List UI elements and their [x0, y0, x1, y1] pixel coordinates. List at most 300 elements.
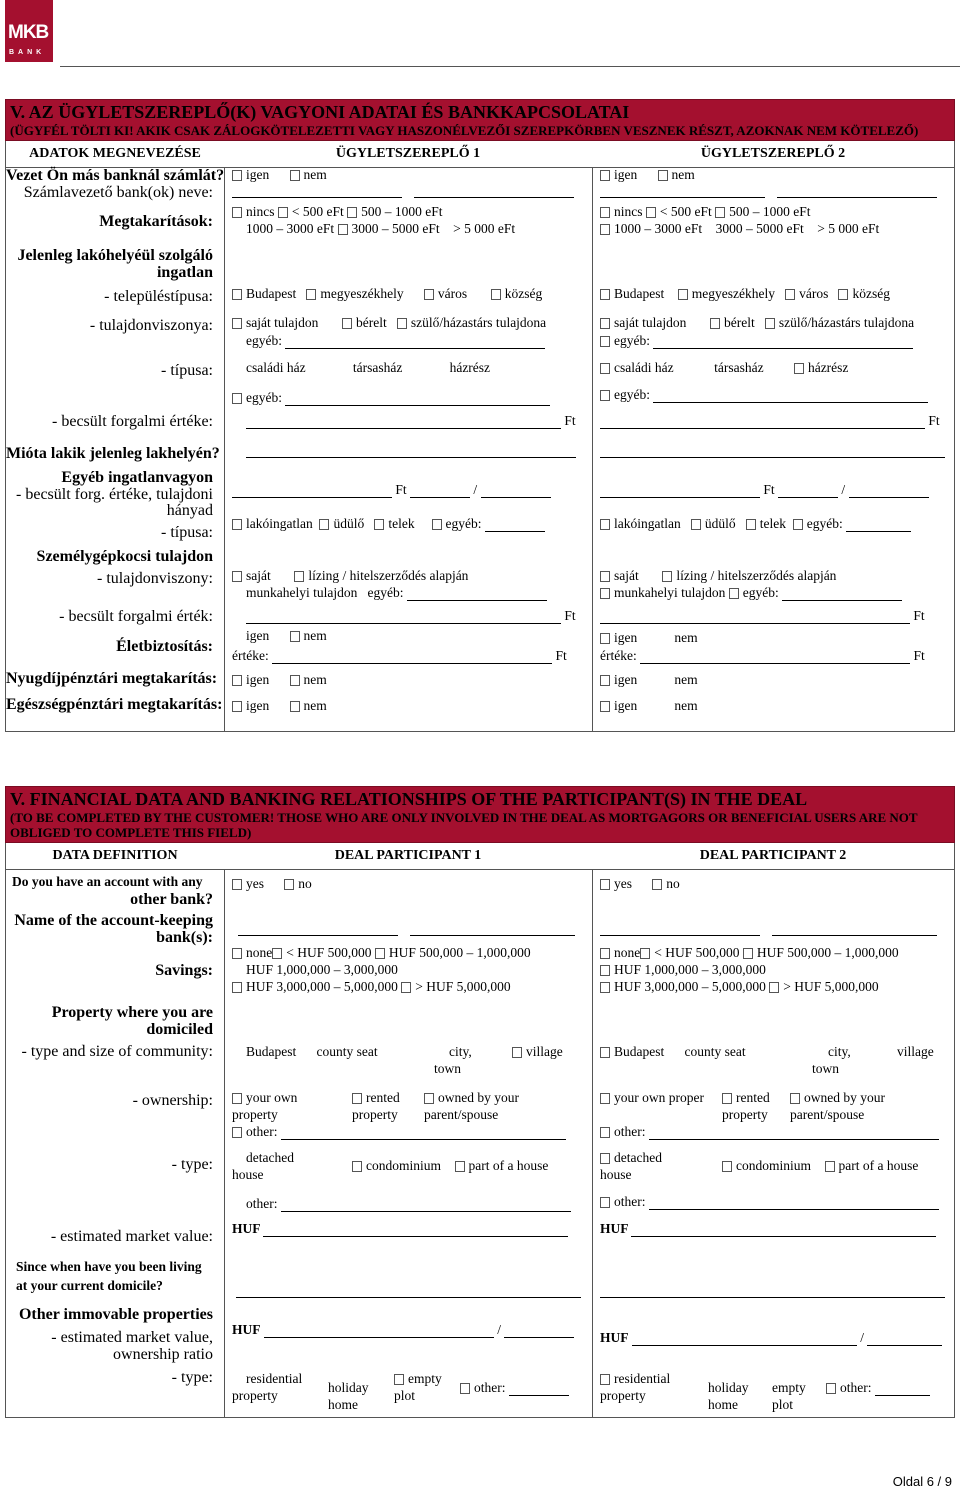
- form-field: [232, 1388, 278, 1404]
- checkbox[interactable]: [232, 982, 242, 993]
- form-field: [246, 333, 545, 349]
- checkbox[interactable]: [306, 289, 316, 300]
- col-header-p1: DEAL PARTICIPANT 1: [334, 848, 482, 863]
- form-field: [600, 1167, 632, 1183]
- label-settlement: - településtípusa:: [104, 288, 213, 305]
- option-label: town: [434, 1061, 461, 1076]
- checkbox[interactable]: [600, 633, 610, 644]
- label-community: - type and size of community:: [21, 1043, 213, 1060]
- option-label: part of a house: [838, 1158, 919, 1173]
- checkbox[interactable]: [374, 519, 384, 530]
- checkbox[interactable]: [600, 318, 610, 329]
- checkbox[interactable]: [232, 675, 242, 686]
- option-label: község: [852, 286, 890, 301]
- option-label: Budapest: [614, 1044, 665, 1059]
- form-field: [828, 1044, 851, 1060]
- option-label: bérelt: [355, 315, 387, 330]
- option-label: property: [352, 1107, 398, 1122]
- form-field: [352, 1158, 548, 1174]
- option-label: egyéb:: [246, 390, 282, 405]
- option-label: detached: [614, 1150, 662, 1165]
- input-line[interactable]: [649, 1197, 939, 1210]
- form-field: [232, 979, 511, 995]
- checkbox[interactable]: [826, 1383, 836, 1394]
- form-field: [232, 390, 550, 406]
- checkbox[interactable]: [640, 948, 650, 959]
- input-line[interactable]: [631, 1224, 936, 1237]
- checkbox[interactable]: [512, 1047, 522, 1058]
- option-label: Ft: [763, 482, 775, 497]
- form-grid-hu: [5, 168, 955, 732]
- input-line[interactable]: [632, 1333, 857, 1346]
- checkbox[interactable]: [342, 318, 352, 329]
- label-ownership: - tulajdonviszonya:: [89, 317, 213, 334]
- checkbox[interactable]: [294, 571, 304, 582]
- option-label: üdülő: [333, 516, 365, 531]
- form-field: [232, 315, 546, 331]
- checkbox[interactable]: [600, 588, 610, 599]
- label-other-bank: Vezet Ön más banknál számlát?: [6, 167, 225, 184]
- checkbox[interactable]: [600, 519, 610, 530]
- input-line[interactable]: [600, 485, 760, 498]
- column-divider: [224, 168, 225, 731]
- input-line[interactable]: [285, 336, 545, 349]
- form-field: [600, 1330, 942, 1346]
- checkbox[interactable]: [600, 879, 610, 890]
- section-hu: [5, 99, 955, 732]
- checkbox[interactable]: [769, 982, 779, 993]
- form-field: [434, 1061, 461, 1077]
- form-field: [232, 876, 312, 892]
- checkbox[interactable]: [284, 879, 294, 890]
- option-label: egyéb:: [742, 585, 779, 600]
- option-label: nem: [303, 698, 327, 713]
- form-field: [246, 360, 490, 376]
- checkbox[interactable]: [600, 1127, 610, 1138]
- option-label: empty: [772, 1380, 806, 1395]
- option-label: 3000 – 5000 eFt: [715, 221, 804, 236]
- form-field: [708, 1380, 749, 1396]
- option-label: igen: [614, 672, 638, 687]
- checkbox[interactable]: [290, 631, 300, 642]
- option-label: község: [504, 286, 543, 301]
- input-line[interactable]: [772, 923, 937, 936]
- option-label: property: [232, 1107, 278, 1122]
- option-label: HUF 500,000 – 1,000,000: [756, 945, 899, 960]
- checkbox[interactable]: [232, 289, 242, 300]
- label-type: - type:: [171, 1156, 213, 1173]
- label-car-own: - tulajdonviszony:: [97, 570, 213, 587]
- input-line[interactable]: [272, 651, 552, 664]
- option-label: egyéb:: [367, 585, 404, 600]
- form-field: [246, 221, 515, 237]
- checkbox[interactable]: [600, 224, 610, 235]
- checkbox[interactable]: [352, 1161, 362, 1172]
- option-label: nincs: [246, 204, 275, 219]
- input-line[interactable]: [410, 485, 470, 498]
- input-line[interactable]: [481, 485, 551, 498]
- input-line[interactable]: [640, 651, 910, 664]
- option-label: > 5 000 eFt: [817, 221, 880, 236]
- checkbox[interactable]: [691, 519, 701, 530]
- form-field: [600, 585, 902, 601]
- form-field: [460, 1380, 569, 1396]
- checkbox[interactable]: [600, 289, 610, 300]
- input-line[interactable]: [649, 1127, 939, 1140]
- section-hu-header: [5, 99, 955, 141]
- option-label: lakóingatlan: [614, 516, 681, 531]
- label-savings: Megtakarítások:: [99, 213, 213, 230]
- checkbox[interactable]: [600, 1047, 610, 1058]
- checkbox[interactable]: [401, 982, 411, 993]
- checkbox[interactable]: [825, 1161, 835, 1172]
- checkbox[interactable]: [662, 571, 672, 582]
- checkbox[interactable]: [352, 1093, 362, 1104]
- option-label: nincs: [614, 204, 643, 219]
- checkbox[interactable]: [397, 318, 407, 329]
- input-line[interactable]: [600, 923, 760, 936]
- checkbox[interactable]: [743, 948, 753, 959]
- form-field: [246, 1196, 571, 1212]
- option-label: saját: [246, 568, 271, 583]
- form-field: [790, 1107, 864, 1123]
- form-field: [394, 1388, 415, 1404]
- form-field: [600, 918, 937, 936]
- checkbox[interactable]: [600, 571, 610, 582]
- label-car: Személygépkocsi tulajdon: [36, 548, 213, 565]
- option-label: 500 – 1000 eFt: [729, 204, 811, 219]
- checkbox[interactable]: [710, 318, 720, 329]
- checkbox[interactable]: [232, 393, 242, 404]
- form-field: [352, 1107, 398, 1123]
- input-line[interactable]: [281, 1199, 571, 1212]
- checkbox[interactable]: [600, 1374, 610, 1385]
- form-field: [600, 979, 879, 995]
- form-field: [600, 387, 928, 403]
- option-label: munkahelyi tulajdon: [246, 585, 358, 600]
- option-label: house: [600, 1167, 632, 1182]
- section-hu-subtitle: (ÜGYFÉL TÖLTI KI! AKIK CSAK ZÁLOGKÖTELEZETTI VAGY HASZONÉLVEZŐI SZEREPKÖRBEN VESZNEK RÉSZT, AZOKNAK NEM KÖTELEZŐ): [10, 123, 919, 138]
- column-headers-en: [5, 843, 955, 870]
- checkbox[interactable]: [746, 519, 756, 530]
- checkbox[interactable]: [347, 207, 357, 218]
- option-label: > 5 000 eFt: [453, 221, 516, 236]
- option-label: szülő/házastárs tulajdona: [410, 315, 547, 330]
- label-since-2: at your current domicile?: [16, 1278, 163, 1293]
- label-value: - becsült forgalmi értéke:: [52, 413, 213, 430]
- input-line[interactable]: [509, 1383, 569, 1396]
- label-other-prop: Other immovable properties: [18, 1306, 213, 1323]
- checkbox[interactable]: [600, 675, 610, 686]
- option-label: owned by your: [804, 1090, 885, 1105]
- checkbox[interactable]: [600, 965, 610, 976]
- form-field: [246, 585, 547, 601]
- input-line[interactable]: [238, 923, 398, 936]
- form-field: [238, 918, 575, 936]
- option-label: telek: [388, 516, 415, 531]
- checkbox[interactable]: [646, 207, 656, 218]
- checkbox[interactable]: [600, 390, 610, 401]
- option-label: other:: [614, 1124, 646, 1139]
- label-account: Do you have an account with any: [12, 874, 203, 889]
- option-label: 3000 – 5000 eFt: [351, 221, 440, 236]
- form-field: [600, 180, 937, 198]
- form-field: [600, 221, 879, 237]
- checkbox[interactable]: [600, 1197, 610, 1208]
- option-label: házrész: [449, 360, 491, 375]
- input-line[interactable]: [414, 185, 574, 198]
- input-line[interactable]: [246, 611, 561, 624]
- label-property: Property where you are: [51, 1004, 213, 1021]
- form-field: [600, 482, 929, 498]
- input-line[interactable]: [485, 519, 545, 532]
- logo-text: MKB: [8, 22, 49, 43]
- option-label: Ft: [928, 413, 940, 428]
- input-line[interactable]: [867, 1333, 942, 1346]
- checkbox[interactable]: [729, 588, 739, 599]
- input-line[interactable]: [246, 416, 561, 429]
- option-label: HUF: [600, 1221, 628, 1236]
- option-label: társasház: [352, 360, 403, 375]
- option-label: Ft: [555, 648, 567, 663]
- input-line[interactable]: [849, 485, 929, 498]
- checkbox[interactable]: [600, 336, 610, 347]
- checkbox[interactable]: [424, 1093, 434, 1104]
- option-label: none: [246, 945, 273, 960]
- option-label: house: [232, 1167, 264, 1182]
- label-savings: Savings:: [155, 962, 213, 979]
- option-label: munkahelyi tulajdon: [614, 585, 726, 600]
- input-line[interactable]: [777, 185, 937, 198]
- option-label: property: [722, 1107, 768, 1122]
- input-line[interactable]: [600, 416, 925, 429]
- input-line[interactable]: [600, 611, 910, 624]
- col-header-data: DATA DEFINITION: [52, 848, 178, 863]
- option-label: city,: [449, 1044, 472, 1059]
- checkbox[interactable]: [424, 289, 434, 300]
- option-label: detached: [246, 1150, 294, 1165]
- form-field: [232, 1090, 297, 1106]
- input-line[interactable]: [875, 1383, 930, 1396]
- option-label: igen: [614, 698, 638, 713]
- form-field: [246, 1150, 294, 1166]
- option-label: 1000 – 3000 eFt: [246, 221, 335, 236]
- option-label: HUF 1,000,000 – 3,000,000: [246, 962, 398, 977]
- option-label: telek: [759, 516, 786, 531]
- option-label: condominium: [366, 1158, 441, 1173]
- form-field: [600, 1388, 646, 1404]
- checkbox[interactable]: [715, 207, 725, 218]
- form-field: [232, 516, 545, 532]
- form-field: [600, 1124, 939, 1140]
- form-field: [772, 1380, 806, 1396]
- form-field: [232, 482, 551, 498]
- option-label: holiday: [328, 1380, 369, 1395]
- label-since: Since when have you been living: [16, 1259, 202, 1274]
- option-label: no: [298, 876, 312, 891]
- checkbox[interactable]: [455, 1161, 465, 1172]
- checkbox[interactable]: [600, 207, 610, 218]
- checkbox[interactable]: [290, 675, 300, 686]
- checkbox[interactable]: [432, 519, 442, 530]
- input-line[interactable]: [232, 485, 392, 498]
- checkbox[interactable]: [838, 289, 848, 300]
- label-other-value: - becsült forg. értéke, tulajdoni: [16, 486, 213, 503]
- section-en-subtitle: (TO BE COMPLETED BY THE CUSTOMER! THOSE WHO ARE ONLY INVOLVED IN THE DEAL AS MORTGAGORS OR BENEFICIAL USERS ARE NOT OBLIGED TO COMPLETE THIS FIELD): [10, 810, 918, 840]
- checkbox[interactable]: [600, 1153, 610, 1164]
- option-label: owned by your: [438, 1090, 519, 1105]
- input-line[interactable]: [504, 1325, 574, 1338]
- label-value: - estimated market value:: [50, 1228, 213, 1245]
- checkbox[interactable]: [394, 1374, 404, 1385]
- checkbox[interactable]: [722, 1161, 732, 1172]
- input-line[interactable]: [407, 588, 547, 601]
- form-field: [600, 1280, 945, 1298]
- input-line[interactable]: [264, 1325, 494, 1338]
- label-other-value: - estimated market value,: [51, 1329, 213, 1346]
- form-field: [826, 1380, 930, 1396]
- checkbox[interactable]: [272, 948, 282, 959]
- form-field: [600, 440, 945, 458]
- checkbox[interactable]: [232, 318, 242, 329]
- option-label: szülő/házastárs tulajdona: [778, 315, 915, 330]
- option-label: bérelt: [723, 315, 755, 330]
- option-label: home: [328, 1397, 358, 1412]
- option-label: < 500 eFt: [291, 204, 344, 219]
- option-label: értéke:: [232, 648, 269, 663]
- option-label: Ft: [564, 413, 576, 428]
- input-line[interactable]: [232, 185, 402, 198]
- option-label: üdülő: [704, 516, 736, 531]
- checkbox[interactable]: [232, 519, 242, 530]
- column-headers-hu: [5, 141, 955, 168]
- checkbox[interactable]: [232, 207, 242, 218]
- input-line[interactable]: [653, 336, 913, 349]
- input-line[interactable]: [246, 445, 576, 458]
- form-field: [600, 1090, 704, 1106]
- form-field: [232, 286, 542, 302]
- option-label: home: [708, 1397, 738, 1412]
- form-field: [600, 1371, 670, 1387]
- form-field: [600, 286, 890, 302]
- option-label: családi ház: [614, 360, 674, 375]
- input-line[interactable]: [846, 519, 911, 532]
- form-field: [897, 1044, 934, 1060]
- input-line[interactable]: [653, 390, 928, 403]
- checkbox[interactable]: [232, 1127, 242, 1138]
- checkbox[interactable]: [232, 879, 242, 890]
- checkbox[interactable]: [600, 982, 610, 993]
- checkbox[interactable]: [722, 1093, 732, 1104]
- checkbox[interactable]: [790, 1093, 800, 1104]
- input-line[interactable]: [782, 588, 902, 601]
- form-field: [394, 1371, 442, 1387]
- checkbox[interactable]: [785, 289, 795, 300]
- section-en-header: [5, 786, 955, 843]
- checkbox[interactable]: [600, 948, 610, 959]
- option-label: megyeszékhely: [320, 286, 404, 301]
- form-field: [600, 945, 899, 961]
- option-label: parent/spouse: [790, 1107, 865, 1122]
- option-label: /: [841, 482, 846, 497]
- option-label: igen: [246, 672, 270, 687]
- option-label: rented: [366, 1090, 400, 1105]
- label-property-2: domiciled: [146, 1021, 213, 1038]
- input-line[interactable]: [285, 393, 550, 406]
- checkbox[interactable]: [600, 363, 610, 374]
- form-field: [232, 698, 327, 714]
- form-field: [449, 1044, 472, 1060]
- checkbox[interactable]: [793, 519, 803, 530]
- option-label: megyeszékhely: [691, 286, 775, 301]
- section-en: [5, 786, 955, 1418]
- form-field: [246, 628, 327, 644]
- label-pension: Nyugdíjpénztári megtakarítás:: [6, 670, 218, 687]
- option-label: holiday: [708, 1380, 749, 1395]
- form-field: [232, 1107, 278, 1123]
- label-since: Mióta lakik jelenleg lakhelyén?: [6, 445, 220, 462]
- section-en-title: V. FINANCIAL DATA AND BANKING RELATIONSHIPS OF THE PARTICIPANT(S) IN THE DEAL: [10, 789, 808, 809]
- form-field: [600, 648, 925, 664]
- option-label: none: [614, 945, 641, 960]
- checkbox[interactable]: [232, 571, 242, 582]
- option-label: 1000 – 3000 eFt: [614, 221, 703, 236]
- input-line[interactable]: [600, 445, 945, 458]
- label-life: Életbiztosítás:: [116, 638, 213, 655]
- page-number: Oldal 6 / 9: [892, 1474, 952, 1489]
- checkbox[interactable]: [765, 318, 775, 329]
- checkbox[interactable]: [278, 207, 288, 218]
- input-line[interactable]: [236, 1285, 581, 1298]
- checkbox[interactable]: [678, 289, 688, 300]
- checkbox[interactable]: [652, 879, 662, 890]
- form-field: [790, 1090, 885, 1106]
- input-line[interactable]: [263, 1224, 568, 1237]
- checkbox[interactable]: [232, 1093, 242, 1104]
- checkbox[interactable]: [232, 948, 242, 959]
- checkbox[interactable]: [600, 1093, 610, 1104]
- option-label: part of a house: [468, 1158, 549, 1173]
- input-line[interactable]: [281, 1127, 566, 1140]
- label-ownership: - ownership:: [132, 1092, 213, 1109]
- input-line[interactable]: [778, 485, 838, 498]
- form-field: [600, 630, 698, 646]
- form-field: [600, 698, 698, 714]
- checkbox[interactable]: [290, 701, 300, 712]
- option-label: házrész: [807, 360, 849, 375]
- checkbox[interactable]: [460, 1383, 470, 1394]
- input-line[interactable]: [410, 923, 575, 936]
- option-label: HUF: [600, 1330, 629, 1345]
- checkbox[interactable]: [600, 701, 610, 712]
- checkbox[interactable]: [232, 701, 242, 712]
- label-property-2: ingatlan: [156, 264, 213, 281]
- input-line[interactable]: [600, 1285, 945, 1298]
- option-label: yes: [246, 876, 264, 891]
- option-label: lízing / hitelszerződés alapján: [676, 568, 837, 583]
- option-label: Ft: [913, 608, 925, 623]
- checkbox[interactable]: [338, 224, 348, 235]
- checkbox[interactable]: [794, 363, 804, 374]
- label-other-type: - típusa:: [161, 524, 213, 541]
- form-field: [600, 360, 848, 376]
- checkbox[interactable]: [319, 519, 329, 530]
- form-field: [600, 204, 811, 220]
- input-line[interactable]: [600, 185, 765, 198]
- option-label: condominium: [736, 1158, 811, 1173]
- checkbox[interactable]: [491, 289, 501, 300]
- checkbox[interactable]: [375, 948, 385, 959]
